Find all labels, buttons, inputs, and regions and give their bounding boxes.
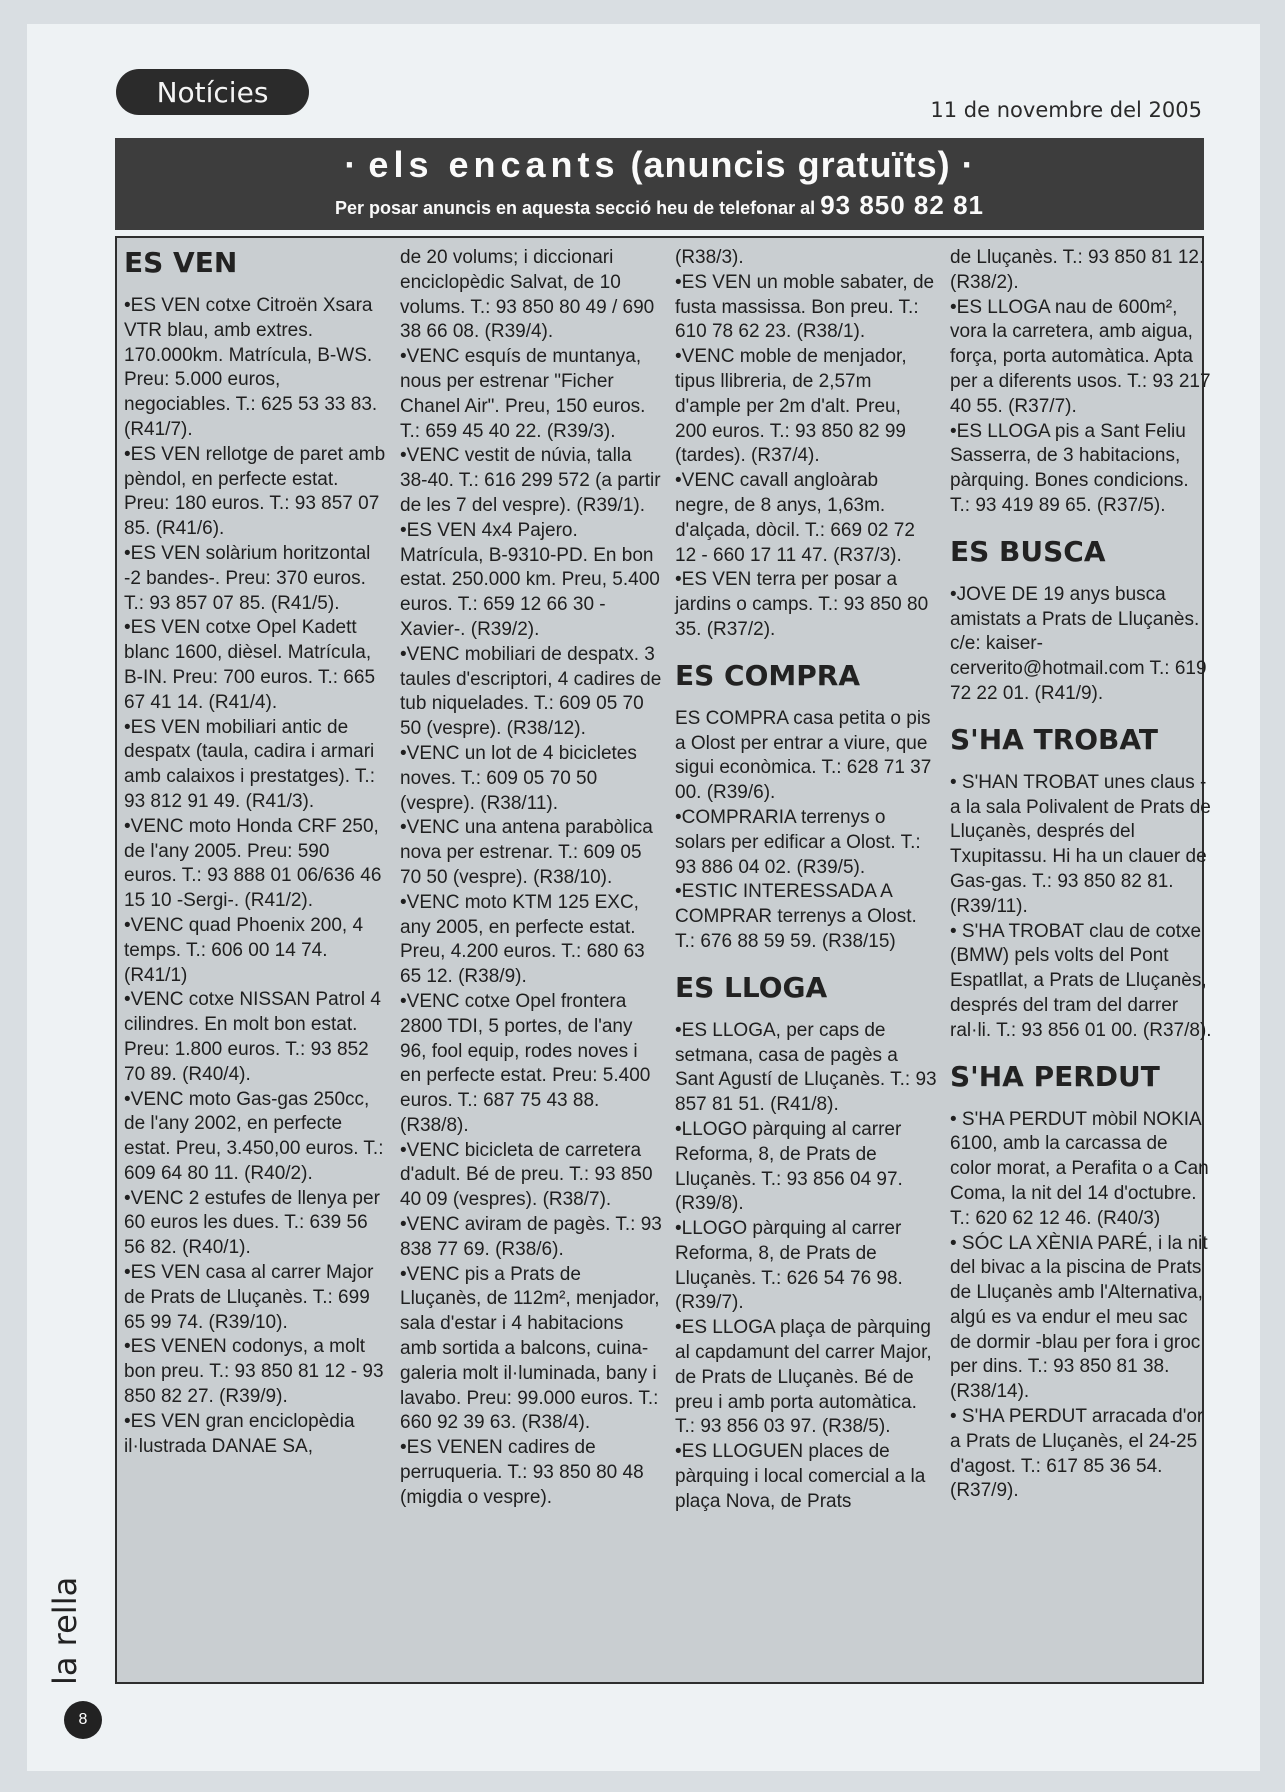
classified-section xyxy=(400,246,662,1511)
classified-ad: •VENC moto KTM 125 EXC, any 2005, en perfecte estat. Preu, 4.200 euros. T.: 680 63 65 12. (R38/9). xyxy=(400,891,645,988)
classified-ad: •ES LLOGUEN places de pàrquing i local comercial a la plaça Nova, de Prats xyxy=(675,1441,926,1512)
classified-ad: • S'HA PERDUT mòbil NOKIA 6100, amb la carcassa de color morat, a Perafita o a Can Coma, la nit del 14 d'octubre. T.: 620 62 12 46. (R40/3) xyxy=(950,1108,1209,1229)
classifieds-column-2 xyxy=(400,246,662,1511)
classified-ad: de Lluçanès. T.: 93 850 81 12. (R38/2). xyxy=(950,247,1205,293)
classified-ad: •ES LLOGA plaça de pàrquing al capdamunt del carrer Major, de Prats de Lluçanès. Bé de preu i amb porta automàtica. T.: 93 856 03 97. (R38/5). xyxy=(675,1317,932,1438)
classified-ad: •ES VEN gran enciclopèdia il·lustrada DANAE SA, xyxy=(124,1410,355,1457)
classified-ad: • S'HAN TROBAT unes claus -a la sala Polivalent de Prats de Lluçanès, després del Txupitassu. Hi ha un clauer de Gas-gas. T.: 93 850 82 81. (R39/11). xyxy=(950,771,1211,917)
classified-ad: •LLOGO pàrquing al carrer Reforma, 8, de Prats de Lluçanès. T.: 626 54 76 98. (R39/7). xyxy=(675,1218,903,1314)
classified-section xyxy=(675,971,937,1515)
classified-ad: de 20 volums; i diccionari enciclopèdic Salvat, de 10 volums. T.: 93 850 80 49 / 690 38 66 08. (R39/4). xyxy=(400,247,655,343)
section-heading: S'HA TROBAT xyxy=(950,722,1158,756)
classified-ad: •VENC bicicleta de carretera d'adult. Bé de preu. T.: 93 850 40 09 (vespres). (R38/7). xyxy=(400,1139,653,1211)
classifieds-column-1 xyxy=(124,246,386,1459)
classified-ad: •ES VEN un moble sabater, de fusta massissa. Bon preu. T.: 610 78 62 23. (R38/1). xyxy=(675,271,935,343)
section-heading: ES LLOGA xyxy=(675,970,828,1004)
classified-ad: •LLOGO pàrquing al carrer Reforma, 8, de Prats de Lluçanès. T.: 93 856 04 97. (R39/8). xyxy=(675,1118,903,1215)
classified-section xyxy=(124,246,386,1459)
classified-ad: •COMPRARIA terrenys o solars per edificar a Olost. T.: 93 886 04 02. (R39/5). xyxy=(675,806,921,878)
classified-ad: •ES VENEN codonys, a molt bon preu. T.: 93 850 81 12 - 93 850 82 27. (R39/9). xyxy=(124,1336,384,1408)
classified-ad: •VENC quad Phoenix 200, 4 temps. T.: 606 00 14 74. (R41/1) xyxy=(124,914,364,986)
classified-ad: •ES VEN solàrium horitzontal -2 bandes-. Preu: 370 euros. T.: 93 857 07 85. (R41/5). xyxy=(124,542,371,614)
classified-ad: •VENC aviram de pagès. T.: 93 838 77 69. (R38/6). xyxy=(400,1214,662,1260)
classified-ad: •JOVE DE 19 anys busca amistats a Prats de Lluçanès. c/e: kaiser-cerverito@hotmail.com T.: 619 72 22 01. (R41/9). xyxy=(950,583,1207,704)
subtitle-text: Per posar anuncis en aquesta secció heu de telefonar al xyxy=(334,198,816,218)
classified-section xyxy=(950,1060,1212,1505)
classified-ad: •ES VEN cotxe Opel Kadett blanc 1600, dièsel. Matrícula, B-IN. Preu: 700 euros. T.: 665 67 41 14. (R41/4). xyxy=(124,617,376,713)
classified-ad: (R38/3). xyxy=(675,247,744,268)
classified-section xyxy=(950,723,1212,1044)
classifieds-column-3 xyxy=(675,246,937,1515)
section-heading: ES BUSCA xyxy=(950,534,1106,568)
section-heading: ES COMPRA xyxy=(675,658,861,692)
classified-ad: •ES LLOGA, per caps de setmana, casa de pagès a Sant Agustí de Lluçanès. T.: 93 857 81 51. (R41/8). xyxy=(675,1019,937,1116)
classified-ad: •VENC 2 estufes de llenya per 60 euros les dues. T.: 639 56 56 82. (R40/1). xyxy=(124,1187,380,1259)
classified-section xyxy=(675,246,937,643)
classified-ad: • S'HA PERDUT arracada d'or a Prats de Lluçanès, el 24-25 d'agost. T.: 617 85 36 54. (R37/9). xyxy=(950,1406,1204,1502)
page-number-badge xyxy=(64,1701,102,1739)
classified-ad: •ESTIC INTERESSADA A COMPRAR terrenys a Olost. T.: 676 88 59 59. (R38/15) xyxy=(675,881,917,952)
classified-ad: •VENC cotxe Opel frontera 2800 TDI, 5 portes, de l'any 96, fool equip, rodes noves i en perfecte estat. Preu: 5.400 euros. T.: 687 75 43 88. (R38/8). xyxy=(400,990,651,1136)
classified-ad: •VENC moto Honda CRF 250, de l'any 2005. Preu: 590 euros. T.: 93 888 01 06/636 46 15 10 -Sergi-. (R41/2). xyxy=(124,815,382,912)
classified-ad: •VENC una antena parabòlica nova per estrenar. T.: 609 05 70 50 (vespre). (R38/10). xyxy=(400,817,653,888)
title-rest: (anuncis gratuïts) xyxy=(630,144,951,185)
section-tab-label: Notícies xyxy=(156,75,269,109)
classified-section xyxy=(950,535,1212,707)
classified-ad: •VENC un lot de 4 bicicletes noves. T.: 609 05 70 50 (vespre). (R38/11). xyxy=(400,742,637,814)
section-tab xyxy=(116,69,309,115)
page-number: 8 xyxy=(78,1711,88,1728)
title-name: els encants xyxy=(368,144,620,185)
classifieds-banner xyxy=(115,138,1204,230)
publication-name: la rella xyxy=(46,1576,84,1685)
classified-ad: •VENC pis a Prats de Lluçanès, de 112m², menjador, sala d'estar i 4 habitacions amb sortida a balcons, cuina-galeria molt il·luminada, bany i lavabo. Preu: 99.000 euros. T.: 660 92 39 63. (R38/4). xyxy=(400,1263,660,1434)
classified-section xyxy=(675,659,937,955)
classified-ad: •ES VEN rellotge de paret amb pèndol, en perfecte estat. Preu: 180 euros. T.: 93 857 07 85. (R41/6). xyxy=(124,443,386,540)
section-heading: ES VEN xyxy=(124,246,238,279)
classifieds-box xyxy=(115,236,1212,1684)
classified-section xyxy=(950,246,1212,519)
title-dot-right: · xyxy=(961,144,975,185)
classified-ad: •ES VEN casa al carrer Major de Prats de Lluçanès. T.: 699 65 99 74. (R39/10). xyxy=(124,1262,374,1333)
banner-subtitle xyxy=(115,190,1204,221)
classified-ad: • S'HA TROBAT clau de cotxe (BMW) pels volts del Pont Espatllat, a Prats de Lluçanès, després del tram del darrer ral·li. T.: 93 856 01 00. (R37/8). xyxy=(950,920,1212,1041)
banner-title xyxy=(115,144,1204,186)
classified-ad: •ES VEN terra per posar a jardins o camps. T.: 93 850 80 35. (R37/2). xyxy=(675,569,929,640)
classifieds-column-4 xyxy=(950,246,1212,1504)
classified-ad: •VENC esquís de muntanya, nous per estrenar "Ficher Chanel Air". Preu, 150 euros. T.: 659 45 40 22. (R39/3). xyxy=(400,346,646,442)
classified-ad: •VENC cotxe NISSAN Patrol 4 cilindres. En molt bon estat. Preu: 1.800 euros. T.: 93 852 70 89. (R40/4). xyxy=(124,989,381,1085)
classified-ad: •VENC moble de menjador, tipus llibreria, de 2,57m d'ample per 2m d'alt. Preu, 200 euros. T.: 93 850 82 99 (tardes). (R37/4). xyxy=(675,346,907,467)
classified-ad: • SÓC LA XÈNIA PARÉ, i la nit del bivac a la piscina de Prats de Lluçanès amb l'Alternativa, algú es va endur el meu sac de dormir -blau per fora i groc per dins. T.: 93 850 81 38. (R38/14). xyxy=(950,1232,1208,1403)
classified-ad: •VENC moto Gas-gas 250cc, de l'any 2002, en perfecte estat. Preu, 3.450,00 euros. T.: 609 64 80 11. (R40/2). xyxy=(124,1088,384,1184)
classified-ad: •ES VEN 4x4 Pajero. Matrícula, B-9310-PD. En bon estat. 250.000 km. Preu, 5.400 euros. T.: 659 12 66 30 -Xavier-. (R39/2). xyxy=(400,519,660,640)
classified-ad: •ES VEN cotxe Citroën Xsara VTR blau, amb extres. 170.000km. Matrícula, B-WS. Preu: 5.000 euros, negociables. T.: 625 53 33 83. (R41/7). xyxy=(124,295,378,440)
classified-ad: •ES LLOGA nau de 600m², vora la carretera, amb aigua, força, porta automàtica. Apta per a diferents usos. T.: 93 217 40 55. (R37/7). xyxy=(950,296,1211,417)
classified-ad: •VENC mobiliari de despatx. 3 taules d'escriptori, 4 cadires de tub niquelades. T.: 609 05 70 50 (vespre). (R38/12). xyxy=(400,643,662,740)
classified-ad: •ES VEN mobiliari antic de despatx (taula, cadira i armari amb calaixos i prestatges). T.: 93 812 91 49. (R41/3). xyxy=(124,716,375,812)
classified-ad: •ES VENEN cadires de perruqueria. T.: 93 850 80 48 (migdia o vespre). xyxy=(400,1437,644,1508)
classified-ad: •VENC cavall angloàrab negre, de 8 anys, 1,63m. d'alçada, dòcil. T.: 669 02 72 12 - 660 17 11 47. (R37/3). xyxy=(675,470,915,566)
issue-date: 11 de novembre del 2005 xyxy=(930,98,1202,122)
classified-ad: ES COMPRA casa petita o pis a Olost per entrar a viure, que sigui econòmica. T.: 628 71 37 00. (R39/6). xyxy=(675,707,932,804)
contact-phone: 93 850 82 81 xyxy=(820,190,984,220)
classified-ad: •VENC vestit de núvia, talla 38-40. T.: 616 299 572 (a partir de les 7 del vespre). (R39/1). xyxy=(400,445,661,516)
classified-ad: •ES LLOGA pis a Sant Feliu Sasserra, de 3 habitacions, pàrquing. Bones condicions. T.: 93 419 89 65. (R37/5). xyxy=(950,420,1189,516)
title-dot-left: · xyxy=(344,144,358,185)
section-heading: S'HA PERDUT xyxy=(950,1059,1160,1093)
